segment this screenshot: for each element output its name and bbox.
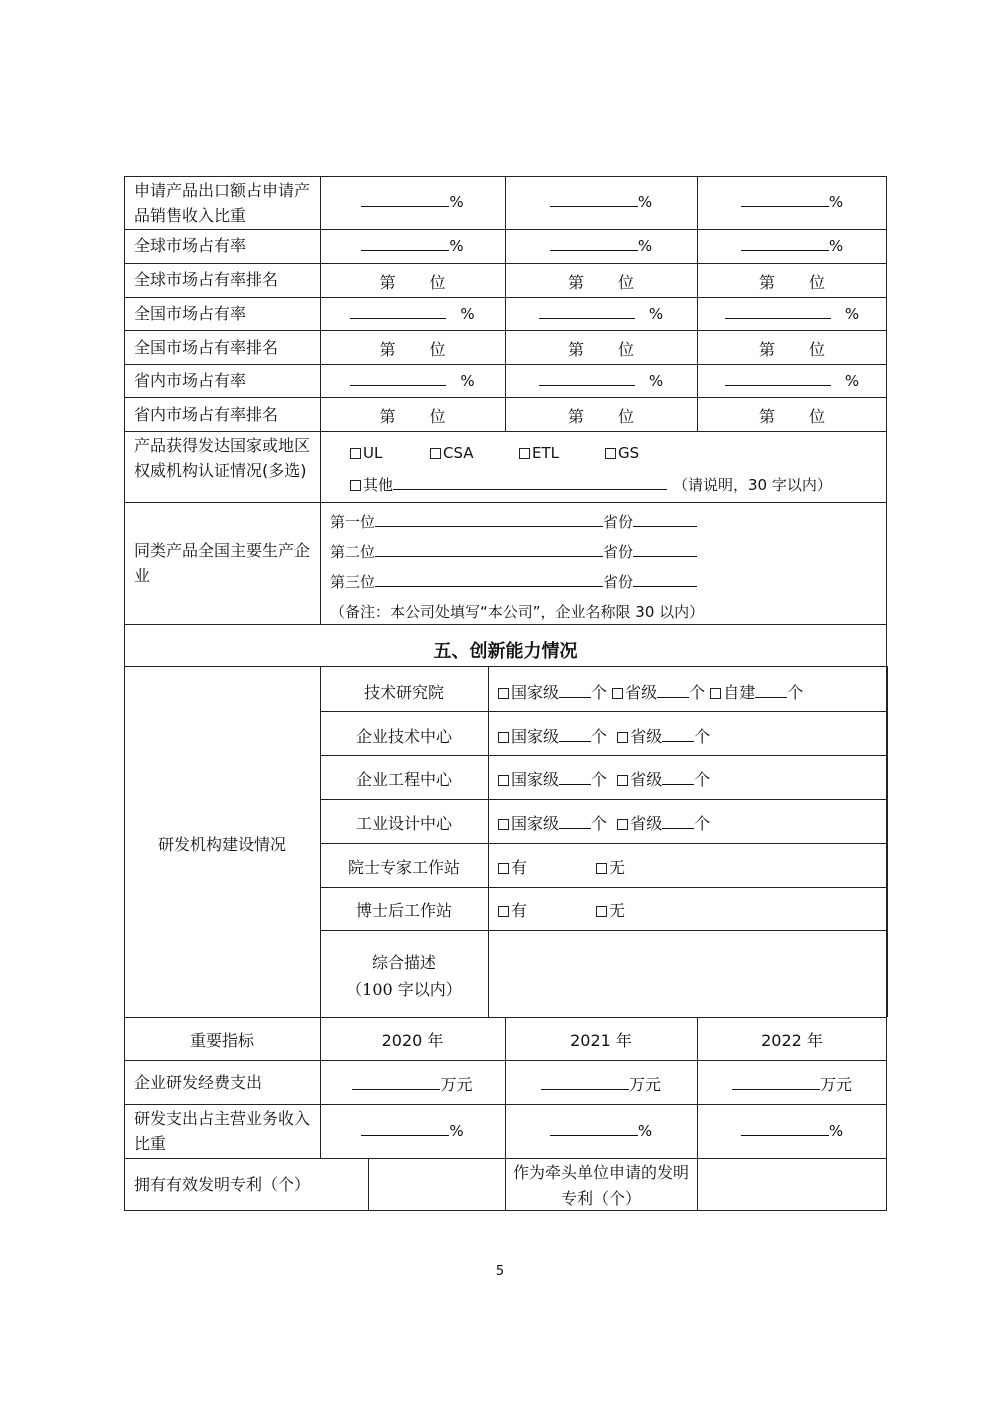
national-rank-field-1[interactable]: 第 位: [379, 340, 446, 359]
label-industrial-design-center: 工业设计中心: [355, 814, 452, 833]
option-ul[interactable]: UL: [350, 444, 382, 462]
label-postdoc-station: 博士后工作站: [355, 901, 452, 920]
global-share-field-3[interactable]: %: [697, 236, 887, 255]
label-rd-institutions: 研发机构建设情况: [157, 835, 286, 854]
global-rank-field-2[interactable]: 第 位: [567, 273, 635, 292]
competitor-second[interactable]: 第二位 省份: [330, 541, 697, 562]
province-share-field-3[interactable]: %: [697, 371, 887, 390]
global-share-field-1[interactable]: %: [320, 236, 505, 255]
export-ratio-2022-field[interactable]: %: [697, 192, 887, 211]
page-number: 5: [495, 1264, 505, 1279]
global-rank-field-1[interactable]: 第 位: [379, 273, 446, 292]
label-export-ratio: 申请产品出口额占申请产品销售收入比重: [134, 181, 311, 225]
rd-expense-2021-field[interactable]: 万元: [505, 1072, 697, 1095]
label-enterprise-eng-center: 企业工程中心: [355, 770, 452, 789]
summary-input[interactable]: [489, 931, 886, 1016]
postdoc-yes[interactable]: 有: [498, 898, 527, 921]
global-share-field-2[interactable]: %: [505, 236, 697, 255]
label-lead-patents: 作为牵头单位申请的发明专利（个）: [512, 1163, 689, 1208]
postdoc-no[interactable]: 无: [596, 898, 625, 921]
label-national-share: 全国市场占有率: [134, 304, 247, 323]
option-other[interactable]: 其他 （请说明，30 字以内）: [350, 474, 832, 495]
province-share-field-2[interactable]: %: [505, 371, 697, 390]
label-summary-limit: （100 字以内）: [346, 980, 462, 999]
label-global-rank: 全球市场占有率排名: [134, 270, 279, 289]
year-2020: 2020 年: [381, 1031, 444, 1050]
checkbox-icon: [605, 448, 616, 459]
label-academician-station: 院士专家工作站: [347, 858, 460, 877]
label-rd-ratio: 研发支出占主营业务收入比重: [134, 1109, 311, 1153]
label-enterprise-tech-center: 企业技术中心: [355, 727, 452, 746]
checkbox-icon: [350, 448, 361, 459]
rd-ratio-2020-field[interactable]: %: [320, 1121, 505, 1140]
checkbox-icon: [350, 480, 361, 491]
global-rank-field-3[interactable]: 第 位: [758, 273, 826, 292]
rd-expense-2022-field[interactable]: 万元: [697, 1072, 887, 1095]
academician-no[interactable]: 无: [596, 855, 625, 878]
label-valid-patents: 拥有有效发明专利（个）: [134, 1175, 311, 1194]
competitors-note: （备注：本公司处填写“本公司”，企业名称限 30 以内）: [330, 603, 705, 621]
national-rank-field-3[interactable]: 第 位: [758, 340, 826, 359]
checkbox-icon: [430, 448, 441, 459]
national-share-field-1[interactable]: %: [320, 304, 505, 323]
label-national-rank: 全国市场占有率排名: [134, 338, 279, 357]
province-rank-field-1[interactable]: 第 位: [379, 407, 446, 426]
option-etl[interactable]: ETL: [519, 444, 559, 462]
option-csa[interactable]: CSA: [430, 444, 474, 462]
rd-ratio-2021-field[interactable]: %: [505, 1121, 697, 1140]
export-ratio-2020-field[interactable]: %: [320, 192, 505, 211]
national-share-field-3[interactable]: %: [697, 304, 887, 323]
national-rank-field-2[interactable]: 第 位: [567, 340, 635, 359]
checkbox-icon: [519, 448, 530, 459]
competitor-first[interactable]: 第一位 省份: [330, 511, 697, 532]
tech-institute-options[interactable]: 国家级 个 省级 个 自建 个: [498, 680, 803, 703]
province-share-field-1[interactable]: %: [320, 371, 505, 390]
rd-ratio-2022-field[interactable]: %: [697, 1121, 887, 1140]
label-province-share: 省内市场占有率: [134, 371, 247, 390]
national-share-field-2[interactable]: %: [505, 304, 697, 323]
section-title: 五、创新能力情况: [433, 641, 578, 662]
province-rank-field-3[interactable]: 第 位: [758, 407, 826, 426]
label-rd-expense: 企业研发经费支出: [134, 1073, 263, 1092]
valid-patents-input[interactable]: [369, 1159, 504, 1210]
label-competitors: 同类产品全国主要生产企业: [134, 541, 311, 585]
year-2022: 2022 年: [761, 1031, 823, 1050]
rd-expense-2020-field[interactable]: 万元: [320, 1072, 505, 1095]
year-2021: 2021 年: [570, 1031, 632, 1050]
option-gs[interactable]: GS: [605, 444, 639, 462]
label-certification: 产品获得发达国家或地区权威机构认证情况(多选): [134, 436, 311, 480]
enterprise-tech-center-options[interactable]: 国家级 个 省级 个: [498, 724, 710, 747]
academician-yes[interactable]: 有: [498, 855, 527, 878]
province-rank-field-2[interactable]: 第 位: [567, 407, 635, 426]
label-tech-institute: 技术研究院: [363, 683, 444, 702]
label-province-rank: 省内市场占有率排名: [134, 405, 279, 424]
enterprise-eng-center-options[interactable]: 国家级 个 省级 个: [498, 767, 710, 790]
indicators-header: 重要指标: [189, 1031, 254, 1050]
label-summary: 综合描述: [371, 953, 436, 972]
lead-patents-input[interactable]: [698, 1159, 886, 1210]
label-global-share: 全球市场占有率: [134, 236, 247, 255]
export-ratio-2021-field[interactable]: %: [505, 192, 697, 211]
competitor-third[interactable]: 第三位 省份: [330, 571, 697, 592]
industrial-design-center-options[interactable]: 国家级 个 省级 个: [498, 811, 710, 834]
